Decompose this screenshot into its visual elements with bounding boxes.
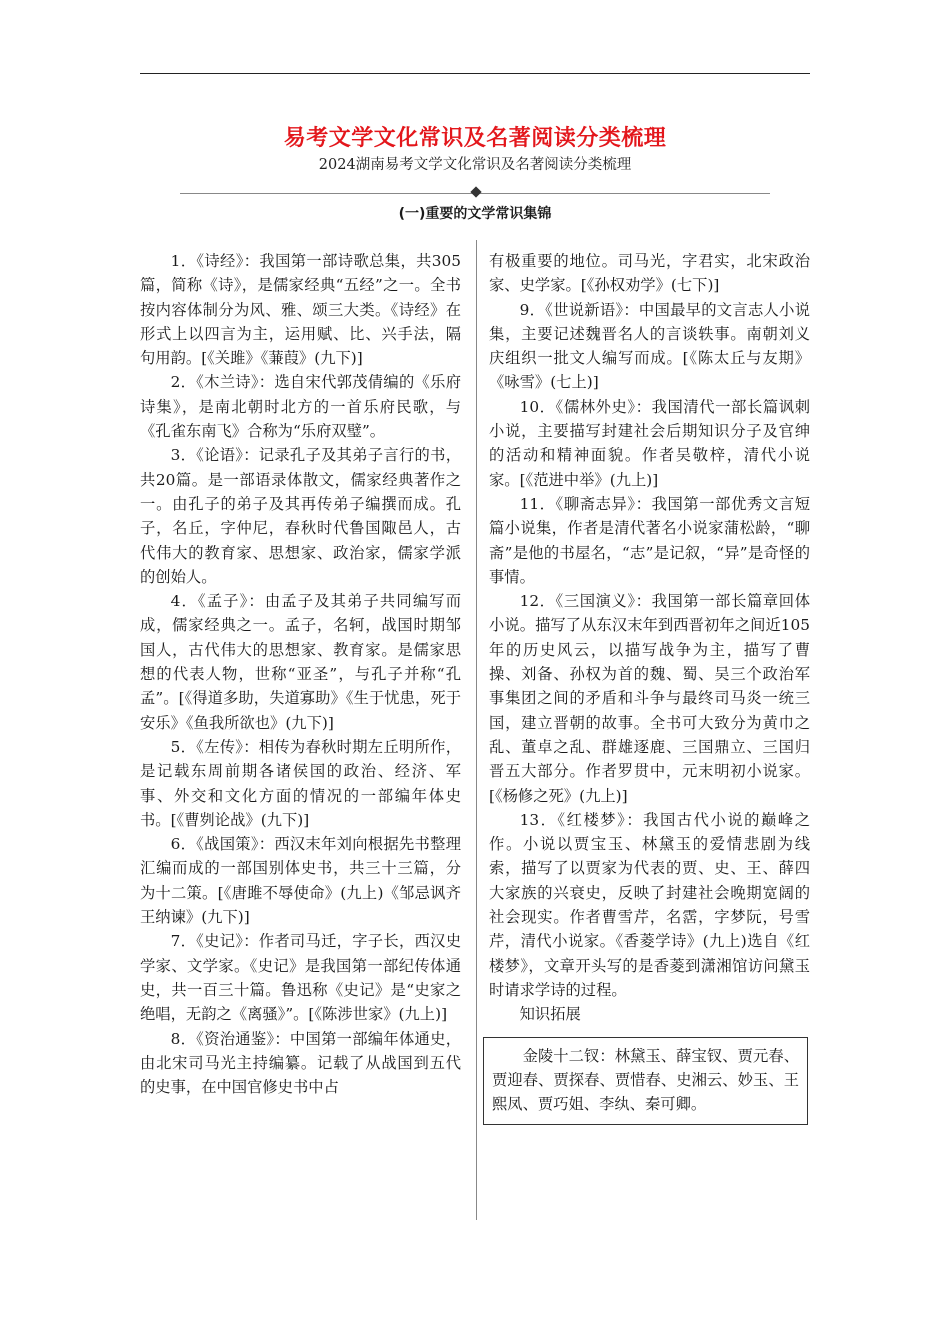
entry-shiji: 7．《史记》：作者司马迁，字子长，西汉史学家、文学家。《史记》是我国第一部纪传体通史，共一百三十篇。鲁迅称《史记》是“史家之绝唱，无韵之《离骚》”。[《陈涉世家》(九上)] (140, 932, 461, 1024)
right-column (489, 249, 810, 1125)
document-subtitle: 2024湖南易考文学文化常识及名著阅读分类梳理 (318, 157, 632, 173)
entry-zizhitongjian: 8．《资治通鉴》：中国第一部编年体通史，由北宋司马光主持编纂。记载了从战国到五代的史事，在中国官修史书中占 (140, 1029, 461, 1097)
entry-shijing: 1．《诗经》：我国第一部诗歌总集，共305篇，简称《诗》，是儒家经典“五经”之一。全书按内容体制分为风、雅、颂三大类。《诗经》在形式上以四言为主，运用赋、比、兴手法，隔句用韵。[《关雎》《蒹葭》(九下)] (140, 252, 461, 368)
extension-box-text: 金陵十二钗：林黛玉、薛宝钗、贾元春、贾迎春、贾探春、贾惜春、史湘云、妙玉、王熙凤、贾巧姐、李纨、秦可卿。 (492, 1046, 799, 1114)
entry-lunyu: 3．《论语》：记录孔子及其弟子言行的书，共20篇。是一部语录体散文，儒家经典著作之一。由孔子的弟子及其再传弟子编撰而成。孔子，名丘，字仲尼，春秋时代鲁国陬邑人，古代伟大的教育家、思想家、政治家，儒家学派的创始人。 (140, 446, 461, 586)
extension-label: 知识拓展 (519, 1005, 581, 1024)
entry-zuozhuan: 5．《左传》：相传为春秋时期左丘明所作，是记载东周前期各诸侯国的政治、经济、军事、外交和文化方面的情况的一部编年体史书。[《曹刿论战》(九下)] (140, 737, 461, 829)
entry-mulanshi: 2．《木兰诗》：选自宋代郭茂倩编的《乐府诗集》，是南北朝时北方的一首乐府民歌，与《孔雀东南飞》合称为“乐府双璧”。 (140, 373, 461, 441)
entry-rulinwaishi: 10．《儒林外史》：我国清代一部长篇讽刺小说，主要描写封建社会后期知识分子及官绅的活动和精神面貌。作者吴敬梓，清代小说家。[《范进中举》(九上)] (489, 397, 810, 489)
document-title: 易考文学文化常识及名著阅读分类梳理 (283, 125, 667, 151)
top-rule (140, 73, 810, 74)
entry-sanguoyanyi: 12．《三国演义》：我国第一部长篇章回体小说。描写了从东汉末年到西晋初年之间近105年的历史风云，以描写战争为主，描写了曹操、刘备、孙权为首的魏、蜀、吴三个政治军事集团之间的矛盾和斗争与最终司马炎一统三国，建立晋朝的故事。全书可大致分为黄巾之乱、董卓之乱、群雄逐鹿、三国鼎立、三国归晋五大部分。作者罗贯中，元末明初小说家。[《杨修之死》(九上)] (489, 592, 810, 805)
entry-mengzi: 4．《孟子》：由孟子及其弟子共同编写而成，儒家经典之一。孟子，名轲，战国时期邹国人，古代伟大的思想家、教育家。是儒家思想的代表人物，世称“亚圣”，与孔子并称“孔孟”。[《得道多助，失道寡助》《生于忧患，死于安乐》《鱼我所欲也》(九下)] (140, 592, 461, 732)
section-title: (一)重要的文学常识集锦 (398, 206, 552, 222)
extension-box (483, 1037, 808, 1126)
entry-liaozhaizhiyi: 11．《聊斋志异》：我国第一部优秀文言短篇小说集，作者是清代著名小说家蒲松龄，“聊斋”是他的书屋名，“志”是记叙，“异”是奇怪的事情。 (489, 494, 810, 586)
divider-diamond-icon (470, 186, 481, 197)
entry-hongloumeng: 13．《红楼梦》：我国古代小说的巅峰之作。小说以贾宝玉、林黛玉的爱情悲剧为线索，描写了以贾家为代表的贾、史、王、薛四大家族的兴衰史，反映了封建社会晚期宽阔的社会现实。作者曹雪芹，名霑，字梦阮，号雪芹，清代小说家。《香菱学诗》(九上)选自《红楼梦》，文章开头写的是香菱到潇湘馆访问黛玉时请求学诗的过程。 (489, 810, 810, 999)
entry-zizhitongjian-continued: 有极重要的地位。司马光，字君实，北宋政治家、史学家。[《孙权劝学》(七下)] (489, 252, 810, 295)
entry-shishuoxinyu: 9．《世说新语》：中国最早的文言志人小说集，主要记述魏晋名人的言谈轶事。南朝刘义庆组织一批文人编写而成。[《陈太丘与友期》《咏雪》(七上)] (489, 300, 810, 392)
left-column (140, 249, 461, 1099)
column-divider (476, 240, 477, 1220)
entry-zhanguoce: 6．《战国策》：西汉末年刘向根据先书整理汇编而成的一部国别体史书，共三十三篇，分为十二策。[《唐雎不辱使命》(九上)《邹忌讽齐王纳谏》(九下)] (140, 835, 461, 927)
